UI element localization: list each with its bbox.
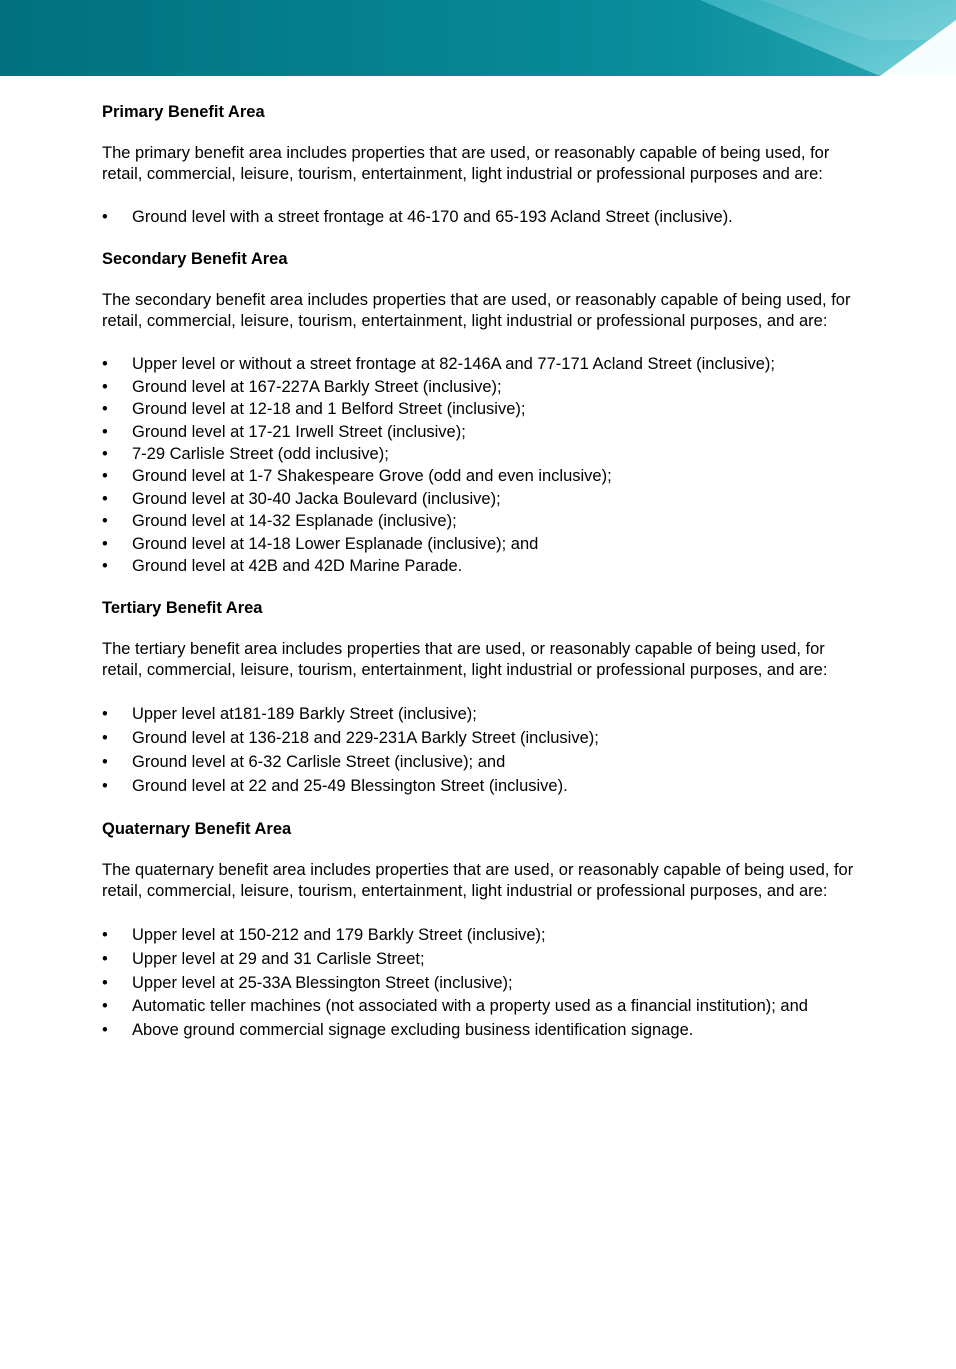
list-item: [102, 206, 862, 228]
list-item-text: Above ground commercial signage excluding business identification signage.: [132, 1021, 694, 1040]
list-item: [102, 465, 862, 487]
list-item: [102, 353, 862, 375]
bullet-icon: •: [102, 534, 108, 553]
bullet-icon: •: [102, 467, 108, 486]
list-item-text: Ground level at 167-227A Barkly Street (inclusive);: [132, 377, 502, 396]
bullet-icon: •: [102, 753, 108, 772]
list-item: [102, 421, 862, 443]
bullet-icon: •: [102, 777, 108, 796]
list-item: [102, 1018, 862, 1042]
section-quaternary: [102, 818, 862, 1042]
list-item: [102, 488, 862, 510]
list-item: [102, 555, 862, 577]
list-item-text: Ground level at 42B and 42D Marine Parade.: [132, 557, 463, 576]
list-item-text: Ground level at 14-32 Esplanade (inclusive);: [132, 512, 457, 531]
list-item-text: Upper level or without a street frontage at 82-146A and 77-171 Acland Street (inclusive);: [132, 355, 775, 374]
list-item-text: Upper level at181-189 Barkly Street (inclusive);: [132, 705, 477, 724]
list-item-text: Ground level at 6-32 Carlisle Street (inclusive); and: [132, 753, 506, 772]
bullet-icon: •: [102, 1021, 108, 1040]
section-intro: The primary benefit area includes properties that are used, or reasonably capable of being used, for retail, commercial, leisure, tourism, entertainment, light industrial or professional purposes and are:: [102, 144, 830, 183]
list-item-text: Ground level at 1-7 Shakespeare Grove (odd and even inclusive);: [132, 467, 612, 486]
list-item: [102, 726, 862, 750]
list-item: [102, 398, 862, 420]
list-item-text: Ground level at 17-21 Irwell Street (inclusive);: [132, 422, 466, 441]
bullet-list: [102, 206, 862, 228]
list-item: [102, 376, 862, 398]
list-item-text: Ground level with a street frontage at 46-170 and 65-193 Acland Street (inclusive).: [132, 208, 733, 226]
section-secondary: [102, 248, 862, 577]
bullet-list: [102, 923, 862, 1042]
list-item-text: Ground level at 22 and 25-49 Blessington Street (inclusive).: [132, 777, 568, 796]
section-tertiary: [102, 597, 862, 798]
bullet-icon: •: [102, 355, 108, 374]
bullet-icon: •: [102, 950, 108, 969]
list-item-text: Ground level at 136-218 and 229-231A Barkly Street (inclusive);: [132, 729, 599, 748]
bullet-icon: •: [102, 445, 108, 464]
list-item: [102, 533, 862, 555]
list-item-text: Ground level at 14-18 Lower Esplanade (inclusive); and: [132, 534, 539, 553]
list-item: [102, 923, 862, 947]
bullet-list: [102, 702, 862, 798]
bullet-icon: •: [102, 512, 108, 531]
list-item: [102, 443, 862, 465]
list-item-text: 7-29 Carlisle Street (odd inclusive);: [132, 445, 389, 464]
list-item: [102, 510, 862, 532]
bullet-icon: •: [102, 997, 108, 1016]
list-item-text: Upper level at 25-33A Blessington Street (inclusive);: [132, 974, 513, 993]
bullet-icon: •: [102, 729, 108, 748]
document-body: [102, 101, 862, 1042]
bullet-icon: •: [102, 208, 108, 226]
list-item: [102, 750, 862, 774]
list-item-text: Automatic teller machines (not associated with a property used as a financial institution); and: [132, 997, 808, 1016]
list-item: [102, 947, 862, 971]
header-band-graphic: [0, 0, 956, 76]
list-item-text: Ground level at 12-18 and 1 Belford Street (inclusive);: [132, 400, 526, 419]
list-item: [102, 995, 862, 1018]
list-item: [102, 702, 862, 726]
bullet-icon: •: [102, 377, 108, 396]
section-primary: [102, 101, 862, 228]
section-intro: The tertiary benefit area includes properties that are used, or reasonably capable of being used, for retail, commercial, leisure, tourism, entertainment, light industrial or professional purposes, and are:: [102, 640, 828, 680]
header-band: [0, 0, 956, 76]
bullet-icon: •: [102, 974, 108, 993]
section-heading: Secondary Benefit Area: [102, 250, 288, 269]
section-intro: The quaternary benefit area includes properties that are used, or reasonably capable of being used, for retail, commercial, leisure, tourism, entertainment, light industrial or professional purposes, and are:: [102, 861, 854, 901]
bullet-icon: •: [102, 705, 108, 724]
section-heading: Quaternary Benefit Area: [102, 820, 292, 839]
list-item: [102, 774, 862, 798]
list-item-text: Upper level at 29 and 31 Carlisle Street;: [132, 950, 425, 969]
list-item-text: Upper level at 150-212 and 179 Barkly Street (inclusive);: [132, 926, 546, 945]
bullet-icon: •: [102, 926, 108, 945]
section-intro: The secondary benefit area includes properties that are used, or reasonably capable of being used, for retail, commercial, leisure, tourism, entertainment, light industrial or professional purposes, and are:: [102, 291, 851, 331]
section-heading: Tertiary Benefit Area: [102, 599, 263, 618]
bullet-icon: •: [102, 422, 108, 441]
bullet-icon: •: [102, 400, 108, 419]
bullet-icon: •: [102, 489, 108, 508]
list-item: [102, 971, 862, 995]
bullet-icon: •: [102, 557, 108, 576]
bullet-list: [102, 353, 862, 577]
section-heading: Primary Benefit Area: [102, 103, 265, 121]
list-item-text: Ground level at 30-40 Jacka Boulevard (inclusive);: [132, 489, 501, 508]
